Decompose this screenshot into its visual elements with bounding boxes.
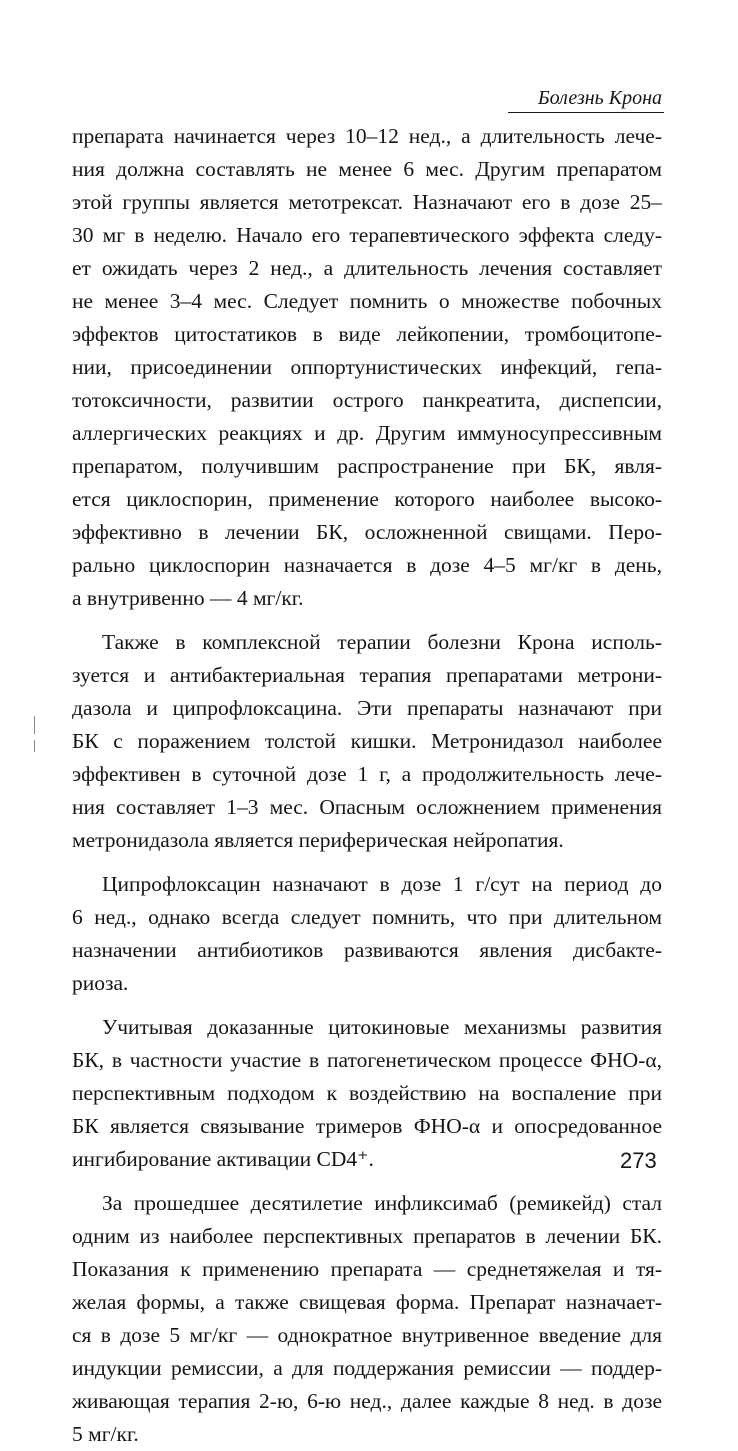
text-line: ингибирование активации CD4⁺.: [72, 1147, 374, 1171]
text-line: зуется и антибактериальная терапия препаратами метрони-: [72, 663, 662, 687]
text-line: ния составляет 1–3 мес. Опасным осложнением применения: [72, 795, 662, 819]
text-line: перспективным подходом к воздействию на воспаление при: [72, 1081, 662, 1105]
text-line: рально циклоспорин назначается в дозе 4–5 мг/кг в день,: [72, 553, 662, 577]
scan-margin-mark: [34, 716, 35, 734]
text-line: а внутривенно — 4 мг/кг.: [72, 586, 304, 610]
running-title: Болезнь Крона: [537, 87, 662, 109]
paragraph-5: [72, 1187, 662, 1451]
text-line: Ципрофлоксацин назначают в дозе 1 г/сут на период до: [102, 872, 662, 896]
paragraph-3: [72, 868, 662, 1000]
running-header: [508, 86, 664, 113]
text-line: одним из наиболее перспективных препаратов в лечении БК.: [72, 1224, 662, 1248]
text-line: 6 нед., однако всегда следует помнить, что при длительном: [72, 905, 662, 929]
text-line: риоза.: [72, 971, 129, 995]
text-line: Учитывая доказанные цитокиновые механизмы развития: [102, 1015, 662, 1039]
text-line: ет ожидать через 2 нед., а длительность лечения составляет: [72, 256, 662, 280]
paragraph-1: [72, 120, 662, 615]
text-line: эффективно в лечении БК, осложненной свищами. Перо-: [72, 520, 662, 544]
scan-margin-mark: [34, 740, 35, 752]
text-line: нии, присоединении оппортунистических инфекций, гепа-: [72, 355, 662, 379]
text-line: За прошедшее десятилетие инфликсимаб (ремикейд) стал: [102, 1191, 662, 1215]
text-line: тотоксичности, развитии острого панкреатита, диспепсии,: [72, 388, 662, 412]
text-line: живающая терапия 2-ю, 6-ю нед., далее каждые 8 нед. в дозе: [72, 1389, 662, 1413]
text-line: не менее 3–4 мес. Следует помнить о множестве побочных: [72, 289, 662, 313]
text-line: препарата начинается через 10–12 нед., а длительность лече-: [72, 124, 662, 148]
text-line: индукции ремиссии, а для поддержания ремиссии — поддер-: [72, 1356, 662, 1380]
page-number: 273: [620, 1148, 657, 1173]
text-line: эффективен в суточной дозе 1 г, а продолжительность лече-: [72, 762, 662, 786]
text-line: метронидазола является периферическая нейропатия.: [72, 828, 564, 852]
paragraph-4: [72, 1011, 662, 1176]
text-line: препаратом, получившим распространение при БК, явля-: [72, 454, 662, 478]
text-line: 30 мг в неделю. Начало его терапевтического эффекта следу-: [72, 223, 662, 247]
text-line: назначении антибиотиков развиваются явления дисбакте-: [72, 938, 662, 962]
text-line: аллергических реакциях и др. Другим иммуносупрессивным: [72, 421, 662, 445]
text-line: БК, в частности участие в патогенетическом процессе ФНО-α,: [72, 1048, 662, 1072]
text-line: дазола и ципрофлоксацина. Эти препараты назначают при: [72, 696, 662, 720]
paragraph-2: [72, 626, 662, 857]
body-text: [72, 120, 662, 1451]
text-line: Также в комплексной терапии болезни Крона исполь-: [102, 630, 662, 654]
text-line: желая формы, а также свищевая форма. Препарат назначает-: [72, 1290, 662, 1314]
text-line: эффектов цитостатиков в виде лейкопении, тромбоцитопе-: [72, 322, 662, 346]
text-line: БК с поражением толстой кишки. Метронидазол наиболее: [72, 729, 662, 753]
text-line: ется циклоспорин, применение которого наиболее высоко-: [72, 487, 662, 511]
text-line: ния должна составлять не менее 6 мес. Другим препаратом: [72, 157, 662, 181]
text-line: ся в дозе 5 мг/кг — однократное внутривенное введение для: [72, 1323, 662, 1347]
text-line: БК является связывание тримеров ФНО-α и опосредованное: [72, 1114, 662, 1138]
text-line: Показания к применению препарата — среднетяжелая и тя-: [72, 1257, 662, 1281]
text-line: этой группы является метотрексат. Назначают его в дозе 25–: [72, 190, 662, 214]
text-line: 5 мг/кг.: [72, 1422, 139, 1446]
